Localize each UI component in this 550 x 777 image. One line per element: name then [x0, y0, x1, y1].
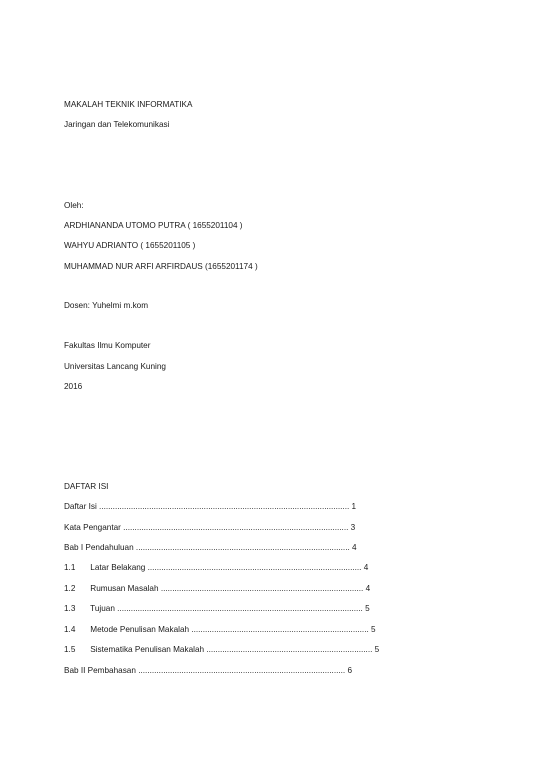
toc-entry-page: 4 [352, 543, 357, 552]
toc-entry-text: Metode Penulisan Makalah .............................................................................. [90, 625, 369, 634]
toc-entry [64, 543, 357, 553]
toc-entry [64, 625, 376, 635]
toc-entry-text: Rumusan Masalah ......................................................................................... [90, 584, 364, 593]
toc-entry-page: 5 [365, 604, 370, 613]
toc-entry-text: Bab II Pembahasan ........................................................................................... [64, 666, 346, 675]
author-name: WAHYU ADRIANTO ( 1655201105 ) [64, 241, 196, 250]
toc-entry-number: 1.4 [64, 625, 76, 634]
toc-entry [64, 584, 370, 594]
toc-entry [64, 563, 368, 573]
toc-entry-page: 6 [347, 666, 353, 675]
faculty-name: Fakultas Ilmu Komputer [64, 341, 151, 350]
toc-entry-text: Sistematika Penulisan Makalah ......................................................................... [90, 645, 373, 654]
toc-entry [64, 645, 379, 655]
toc-entry-number: 1.2 [64, 584, 76, 593]
document-title: MAKALAH TEKNIK INFORMATIKA [64, 100, 193, 109]
lecturer-line: Dosen: Yuhelmi m.kom [64, 301, 149, 310]
year: 2016 [64, 382, 83, 391]
toc-entry-number: 1.1 [64, 563, 76, 572]
toc-entry [64, 604, 370, 614]
toc-entry-text: Daftar Isi .............................................................................................................. [64, 502, 350, 511]
toc-entry-page: 4 [363, 563, 369, 572]
toc-entry [64, 523, 355, 533]
document-subtitle: Jaringan dan Telekomunikasi [64, 120, 170, 129]
toc-entry [64, 666, 352, 676]
toc-entry-number: 1.3 [64, 604, 76, 613]
toc-entry-text: Latar Belakang .............................................................................................. [90, 563, 362, 572]
toc-entry-text: Kata Pengantar ................................................................................................... [64, 523, 349, 532]
authors-label: Oleh: [64, 201, 84, 210]
toc-entry-page: 4 [365, 584, 371, 593]
toc-entry-text: Tujuan ............................................................................................................ [90, 604, 363, 613]
toc-entry-page: 5 [374, 645, 380, 654]
toc-entry-page: 3 [350, 523, 356, 532]
author-name: ARDHIANANDA UTOMO PUTRA ( 1655201104 ) [64, 221, 243, 230]
toc-entry-number: 1.5 [64, 645, 76, 654]
toc-heading: DAFTAR ISI [64, 482, 109, 491]
author-name: MUHAMMAD NUR ARFI ARFIRDAUS (1655201174 ) [64, 262, 258, 271]
toc-entry-page: 1 [351, 502, 357, 511]
toc-entry-page: 5 [371, 625, 376, 634]
university-name: Universitas Lancang Kuning [64, 362, 166, 371]
toc-entry-text: Bab I Pendahuluan .............................................................................................. [64, 543, 350, 552]
toc-entry [64, 502, 356, 512]
